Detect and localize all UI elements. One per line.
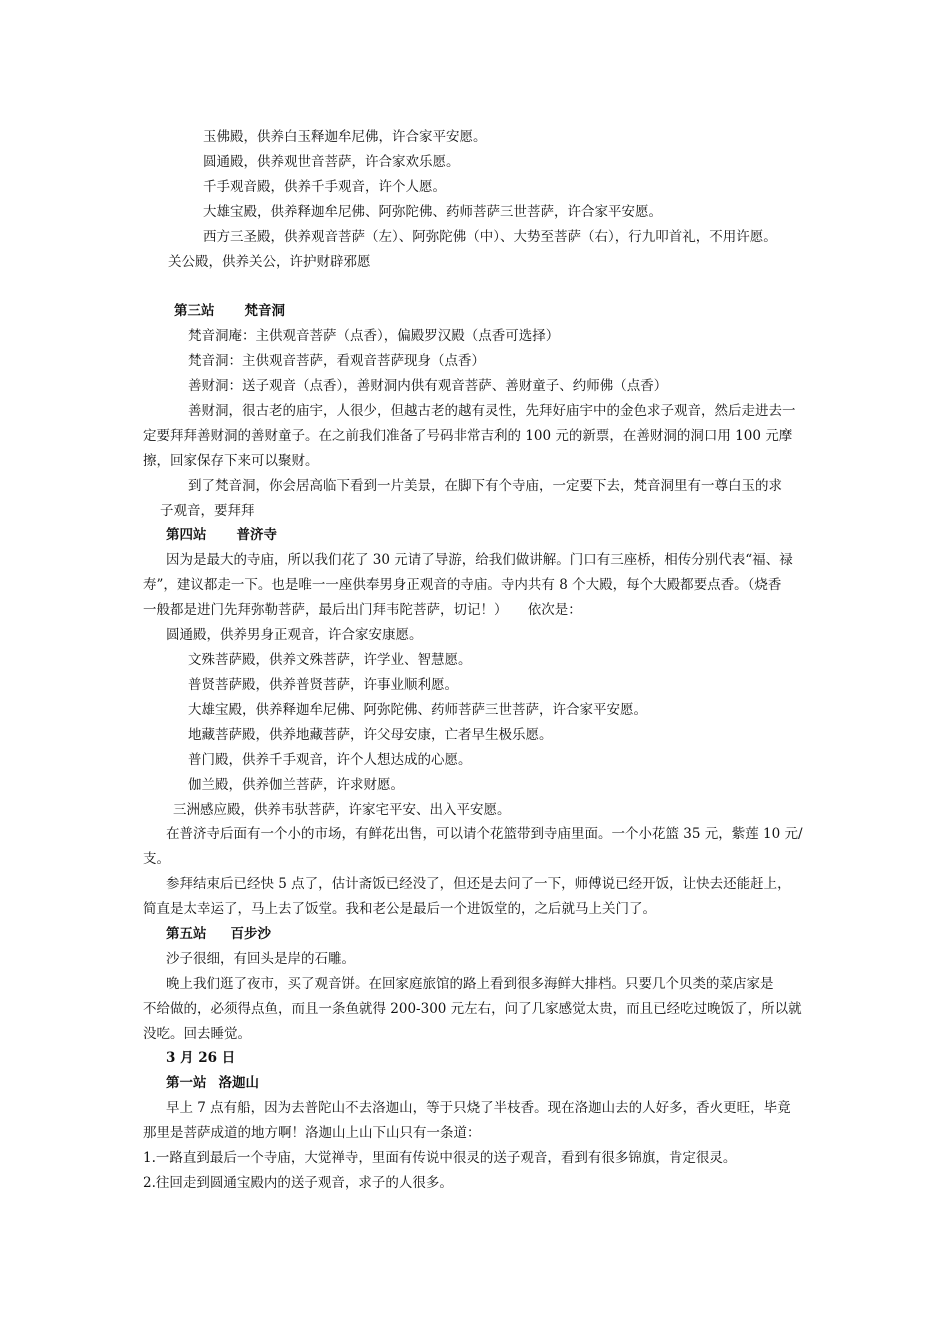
date-heading: 3 月 26 日 (166, 1050, 236, 1066)
station-name: 百步沙 (230, 926, 271, 942)
list-item: 2.往回走到圆通宝殿内的送子观音，求子的人很多。 (143, 1175, 453, 1191)
station-name: 普济寺 (236, 527, 277, 543)
paragraph-line: 西方三圣殿，供养观音菩萨（左）、阿弥陀佛（中）、大势至菩萨（右），行九叩首礼，不用许愿。 (203, 229, 777, 245)
paragraph-line: 文殊菩萨殿，供养文殊菩萨，许学业、智慧愿。 (188, 652, 472, 668)
paragraph-line: 关公殿，供养关公，许护财辟邪愿 (168, 254, 371, 270)
station-name: 洛迦山 (218, 1075, 259, 1091)
paragraph-line: 梵音洞：主供观音菩萨，看观音菩萨现身（点香） (188, 353, 485, 369)
list-item: 1.一路直到最后一个寺庙，大觉禅寺，里面有传说中很灵的送子观音，看到有很多锦旗，肯定很灵。 (143, 1150, 737, 1166)
paragraph-line: 圆通殿，供养男身正观音，许合家安康愿。 (166, 627, 423, 643)
paragraph-line: 伽兰殿，供养伽兰菩萨，许求财愿。 (188, 777, 404, 793)
paragraph-line: 到了梵音洞，你会居高临下看到一片美景，在脚下有个寺庙，一定要下去，梵音洞里有一尊白玉的求 (188, 478, 782, 494)
paragraph-line: 善财洞，很古老的庙宇，人很少，但越古老的越有灵性，先拜好庙宇中的金色求子观音，然后走进去一 (188, 403, 796, 419)
paragraph-line: 大雄宝殿，供养释迦牟尼佛、阿弥陀佛、药师菩萨三世菩萨，许合家平安愿。 (188, 702, 647, 718)
paragraph-line: 定要拜拜善财洞的善财童子。在之前我们准备了号码非常吉利的 100 元的新票，在善财洞的洞口用 100 元摩 (143, 428, 793, 444)
section-heading-station-5 (166, 925, 271, 943)
paragraph-line: 子观音，要拜拜 (160, 503, 255, 519)
paragraph-line: 大雄宝殿，供养释迦牟尼佛、阿弥陀佛、药师菩萨三世菩萨，许合家平安愿。 (203, 204, 662, 220)
paragraph-line: 地藏菩萨殿，供养地藏菩萨，许父母安康，亡者早生极乐愿。 (188, 727, 553, 743)
paragraph-line: 圆通殿，供养观世音菩萨，许合家欢乐愿。 (203, 154, 460, 170)
paragraph-line: 千手观音殿，供养千手观音，许个人愿。 (203, 179, 446, 195)
station-label: 第一站 (166, 1075, 207, 1091)
station-label: 第五站 (166, 926, 207, 942)
paragraph-line: 一般都是进门先拜弥勒菩萨，最后出门拜韦陀菩萨，切记！） 依次是： (143, 602, 582, 618)
paragraph-line: 参拜结束后已经快 5 点了，估计斋饭已经没了，但还是去问了一下，师傅说已经开饭，让快去还能赶上， (166, 876, 791, 892)
paragraph-line: 晚上我们逛了夜市，买了观音饼。在回家庭旅馆的路上看到很多海鲜大排档。只要几个贝类的菜店家是 (166, 976, 774, 992)
paragraph-line: 玉佛殿，供养白玉释迦牟尼佛，许合家平安愿。 (203, 129, 487, 145)
section-heading-station-3 (174, 302, 285, 320)
station-name: 梵音洞 (244, 303, 285, 319)
paragraph-line: 寿”，建议都走一下。也是唯一一座供奉男身正观音的寺庙。寺内共有 8 个大殿，每个大殿都要点香。（烧香 (143, 577, 782, 593)
paragraph-line: 梵音洞庵：主供观音菩萨（点香），偏殿罗汉殿（点香可选择） (188, 328, 560, 344)
paragraph-line: 简直是太幸运了，马上去了饭堂。我和老公是最后一个进饭堂的，之后就马上关门了。 (143, 901, 656, 917)
paragraph-line: 在普济寺后面有一个小的市场，有鲜花出售，可以请个花篮带到寺庙里面。一个小花篮 35 元，紫莲 10 元/ (166, 826, 803, 842)
paragraph-line: 擦，回家保存下来可以聚财。 (143, 453, 319, 469)
paragraph-line: 普门殿，供养千手观音，许个人想达成的心愿。 (188, 752, 472, 768)
section-heading-station-1 (166, 1074, 259, 1092)
paragraph-line: 普贤菩萨殿，供养普贤菩萨，许事业顺利愿。 (188, 677, 458, 693)
paragraph-line: 因为是最大的寺庙，所以我们花了 30 元请了导游，给我们做讲解。门口有三座桥，相传分别代表“福、禄 (166, 552, 793, 568)
paragraph-line: 没吃。回去睡觉。 (143, 1026, 251, 1042)
paragraph-line: 支。 (143, 851, 170, 867)
paragraph-line: 三洲感应殿，供养韦驮菩萨，许家宅平安、出入平安愿。 (173, 802, 511, 818)
station-label: 第三站 (174, 303, 215, 319)
section-heading-station-4 (166, 526, 277, 544)
station-label: 第四站 (166, 527, 207, 543)
paragraph-line: 善财洞：送子观音（点香），善财洞内供有观音菩萨、善财童子、约师佛（点香） (188, 378, 668, 394)
paragraph-line: 不给做的，必须得点鱼，而且一条鱼就得 200-300 元左右，问了几家感觉太贵，而且已经吃过晚饭了，所以就 (143, 1001, 802, 1017)
paragraph-line: 沙子很细，有回头是岸的石雕。 (166, 951, 355, 967)
paragraph-line: 早上 7 点有船，因为去普陀山不去洛迦山，等于只烧了半枝香。现在洛迦山去的人好多，香火更旺，毕竟 (166, 1100, 791, 1116)
paragraph-line: 那里是菩萨成道的地方啊！洛迦山上山下山只有一条道： (143, 1125, 481, 1141)
